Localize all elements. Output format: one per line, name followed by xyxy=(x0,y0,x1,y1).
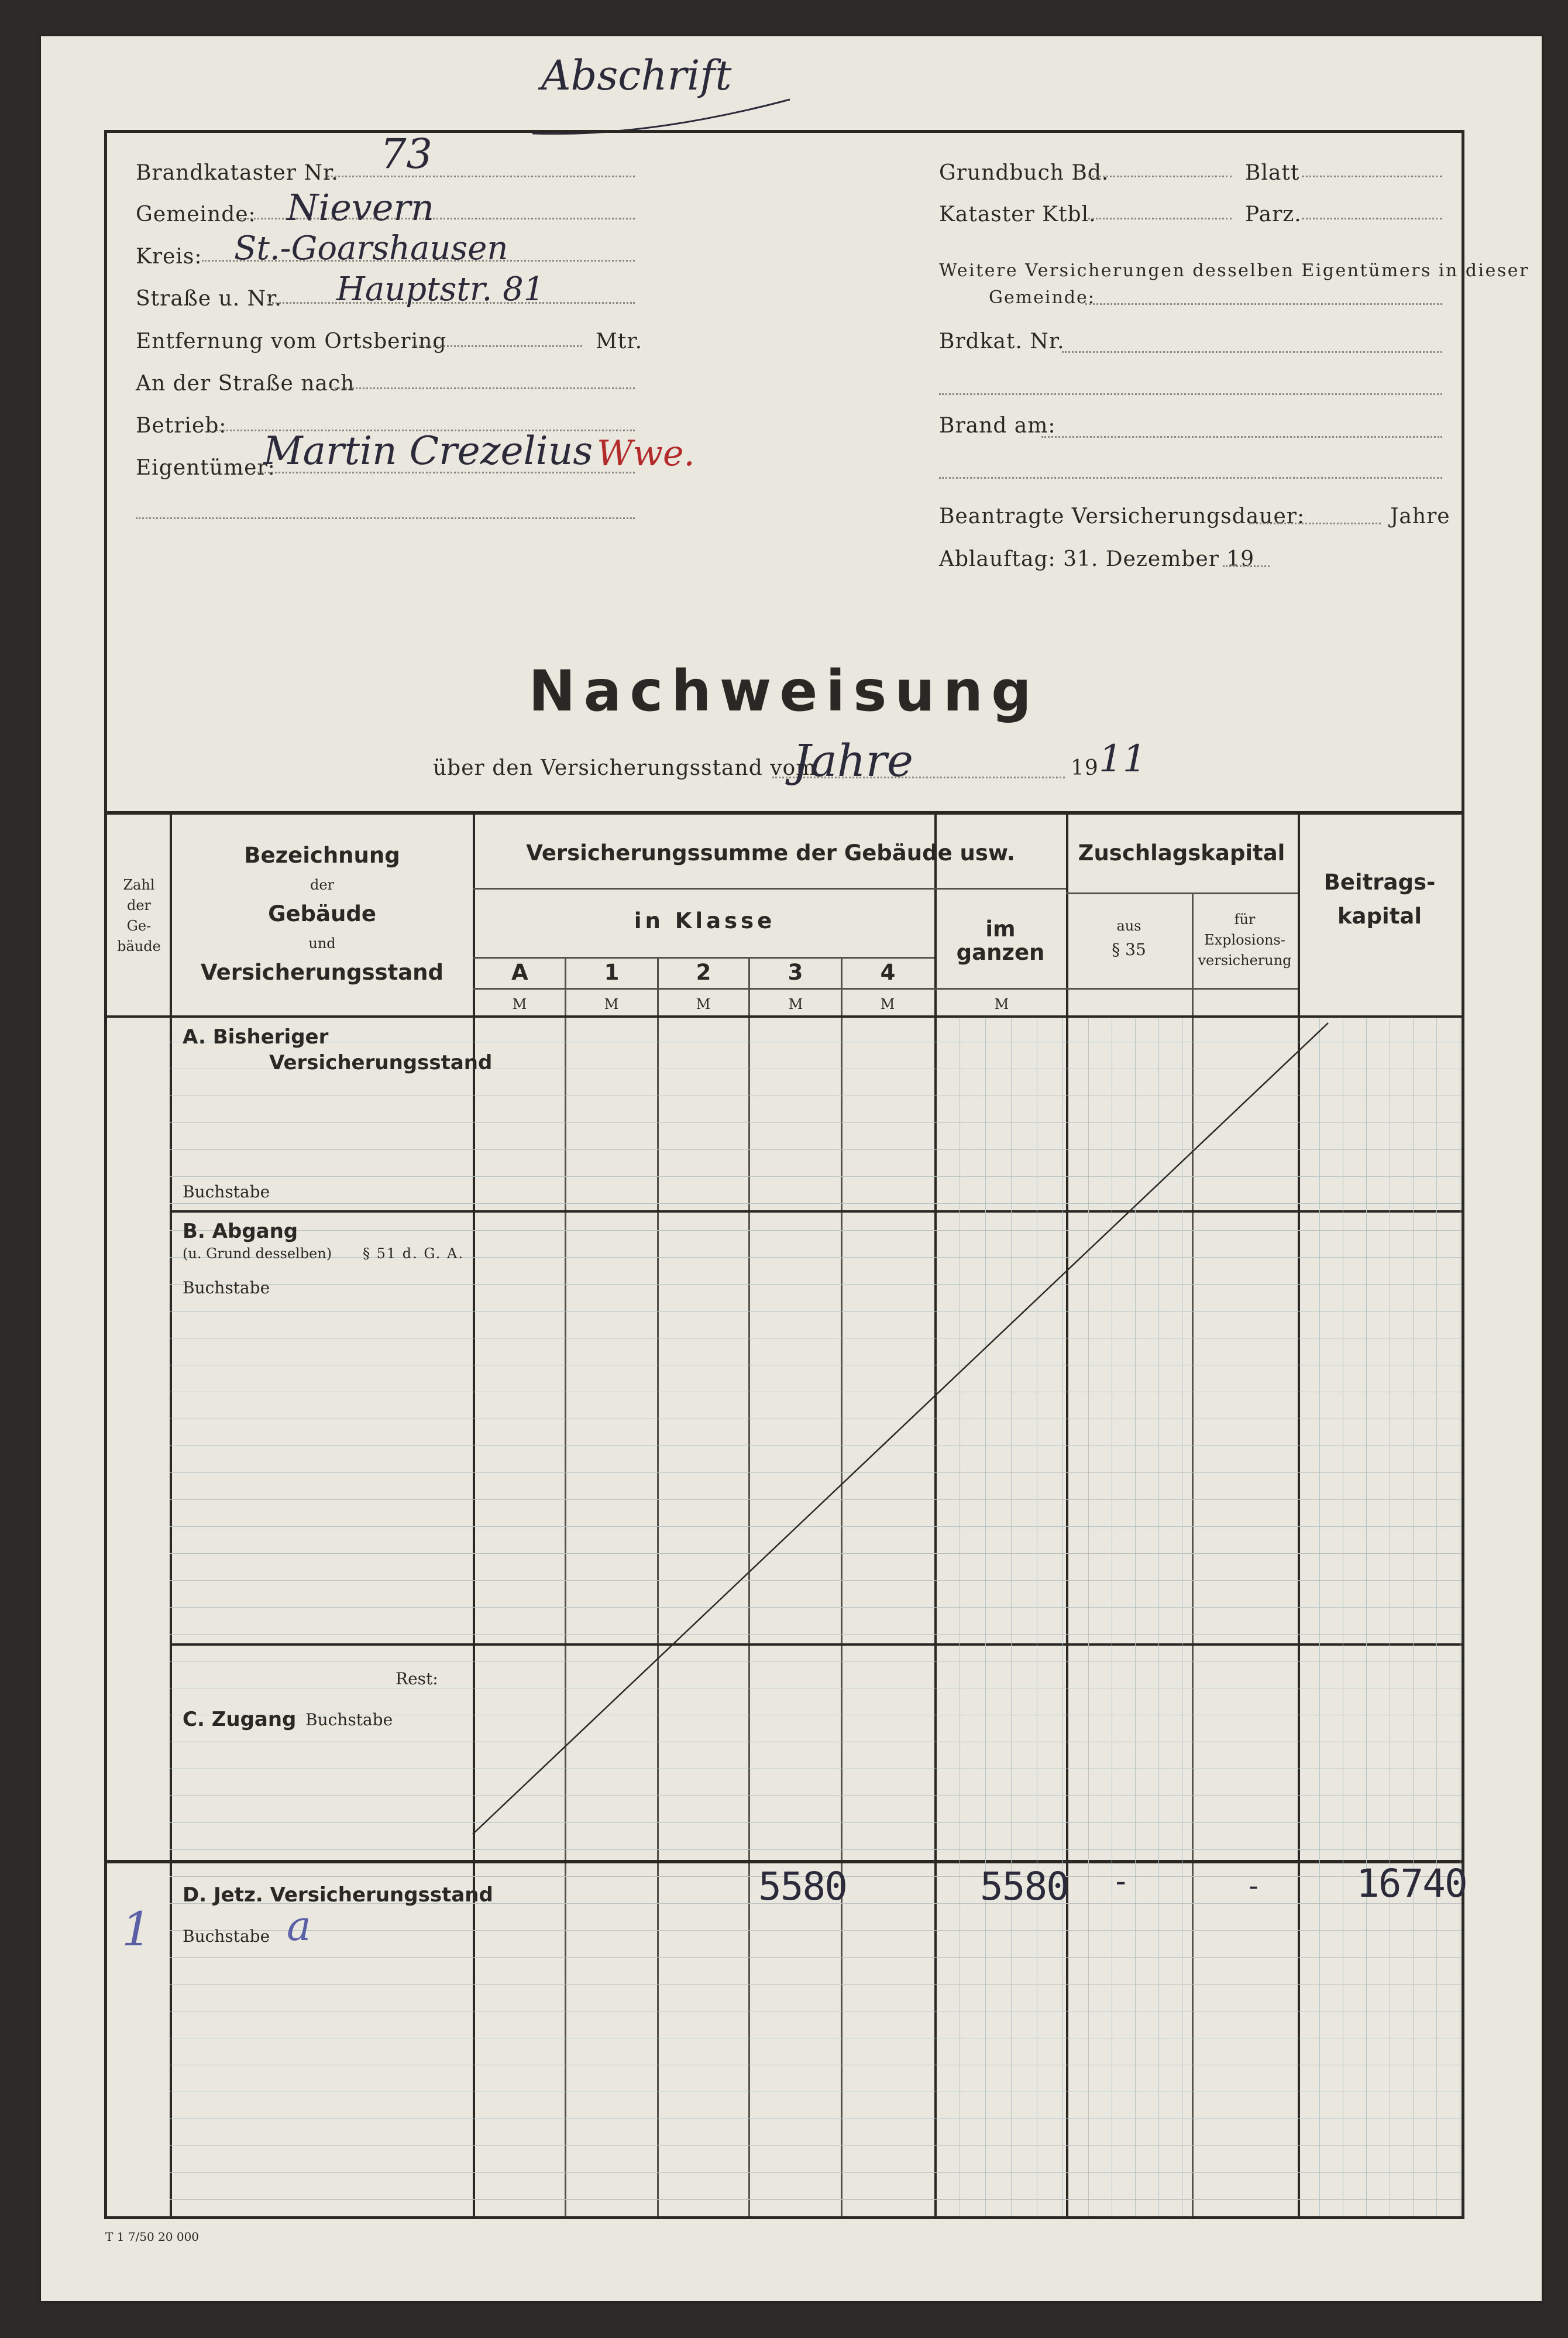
section-d-buchstabe: Buchstabe xyxy=(183,1927,270,1946)
eigentuemer-label: Eigentümer: xyxy=(136,456,276,480)
dauer-label: Beantragte Versicherungsdauer: xyxy=(939,504,1305,528)
col-in-klasse: in Klasse xyxy=(634,908,776,933)
section-a-label-2: Versicherungsstand xyxy=(269,1051,493,1074)
col-gebaeude: Gebäude xyxy=(268,901,376,926)
kreis-value: St.-Goarshausen xyxy=(234,229,508,267)
col-im: im xyxy=(985,916,1016,942)
kataster-label: Kataster Ktbl. xyxy=(939,202,1096,226)
section-c-buchstabe: Buchstabe xyxy=(305,1710,393,1729)
brand-label: Brand am: xyxy=(939,414,1056,438)
unit-m-4: M xyxy=(880,996,895,1012)
year-hand: 11 xyxy=(1099,737,1147,781)
rest-label: Rest: xyxy=(396,1669,438,1688)
col-beitragskapital-1: Beitrags- xyxy=(1323,870,1436,895)
unit-m-2: M xyxy=(696,996,711,1012)
section-a-label: A. Bisheriger xyxy=(183,1025,329,1049)
col-explosions: Explosions- xyxy=(1204,932,1285,948)
brandkataster-value: 73 xyxy=(380,130,433,178)
col-versicherung: versicherung xyxy=(1198,952,1292,969)
section-b-paragraph: § 51 d. G. A. xyxy=(363,1245,464,1262)
gemeinde-label: Gemeinde: xyxy=(136,202,256,226)
d-beitrag-value: 16740 xyxy=(1356,1861,1467,1906)
col-versicherungsstand: Versicherungsstand xyxy=(201,960,443,985)
strasse-label: Straße u. Nr. xyxy=(136,287,282,311)
col-bezeichnung: Bezeichnung xyxy=(244,843,400,868)
section-d-buchstabe-value: a xyxy=(287,1902,311,1950)
col-ganzen: ganzen xyxy=(956,940,1045,965)
weitere-label: Weitere Versicherungen desselben Eigentümers in dieser xyxy=(939,260,1529,281)
eigentuemer-value: Martin Crezelius xyxy=(263,428,593,473)
col-klasse-2: 2 xyxy=(696,960,711,985)
brdkat-label: Brdkat. Nr. xyxy=(939,329,1065,353)
col-bezeichnung-und: und xyxy=(308,935,336,952)
ablauf-label: Ablauftag: 31. Dezember 19 xyxy=(939,547,1255,571)
section-b-buchstabe: Buchstabe xyxy=(183,1278,270,1297)
section-c-label: C. Zugang xyxy=(183,1708,297,1731)
col-par35: § 35 xyxy=(1112,940,1146,959)
entfernung-unit: Mtr. xyxy=(596,329,643,353)
col-beitragskapital-2: kapital xyxy=(1337,904,1422,929)
section-b-note: (u. Grund desselben) xyxy=(183,1245,332,1262)
section-b-label: B. Abgang xyxy=(183,1220,298,1243)
grundbuch-label: Grundbuch Bd. xyxy=(939,161,1109,185)
d-ganzen-value: 5580 xyxy=(980,1864,1068,1909)
document-title: Nachweisung xyxy=(528,658,1040,724)
col-fuer: für xyxy=(1234,911,1256,928)
col-klasse-4: 4 xyxy=(880,960,896,985)
d-klasse3-value: 5580 xyxy=(758,1864,847,1909)
unit-m-a: M xyxy=(512,996,527,1012)
col-aus: aus xyxy=(1116,918,1141,934)
section-d-zahl: 1 xyxy=(122,1902,152,1956)
col-bezeichnung-der: der xyxy=(310,877,335,893)
col-klasse-1: 1 xyxy=(604,960,620,985)
gemeinde-value: Nievern xyxy=(287,186,435,229)
eigentuemer-suffix: Wwe. xyxy=(597,433,695,474)
unit-m-1: M xyxy=(604,996,619,1012)
subtitle-hand: Jahre xyxy=(793,734,914,787)
unit-m-ganzen: M xyxy=(994,996,1009,1012)
footer-code: T 1 7/50 20 000 xyxy=(105,2230,200,2244)
subtitle: über den Versicherungsstand vom xyxy=(433,756,817,780)
section-d-label: D. Jetz. Versicherungsstand xyxy=(183,1883,493,1907)
col-versicherungssumme: Versicherungssumme der Gebäude usw. xyxy=(526,840,1015,866)
col-zuschlagskapital: Zuschlagskapital xyxy=(1078,840,1285,866)
betrieb-label: Betrieb: xyxy=(136,414,227,438)
col-zahl-2: der xyxy=(126,897,152,914)
strasse-value: Hauptstr. 81 xyxy=(336,270,545,308)
strasse-nach-label: An der Straße nach xyxy=(136,372,355,396)
unit-m-3: M xyxy=(788,996,803,1012)
kreis-label: Kreis: xyxy=(136,245,202,269)
d-explo-value: - xyxy=(1245,1870,1261,1903)
col-zahl-3: Ge- xyxy=(126,918,152,934)
col-zahl-4: bäude xyxy=(117,938,161,955)
col-klasse-3: 3 xyxy=(788,960,803,985)
entfernung-label: Entfernung vom Ortsbering xyxy=(136,329,447,353)
col-zahl-1: Zahl xyxy=(123,877,155,893)
blatt-label: Blatt xyxy=(1245,161,1300,185)
section-a-buchstabe: Buchstabe xyxy=(183,1182,270,1201)
parz-label: Parz. xyxy=(1245,202,1302,226)
col-klasse-a: A xyxy=(511,960,528,985)
year-print: 19 xyxy=(1071,756,1099,780)
brandkataster-label: Brandkataster Nr. xyxy=(136,161,339,185)
d-aus35-value: - xyxy=(1112,1864,1129,1899)
dauer-unit: Jahre xyxy=(1390,504,1450,528)
weitere-label-2: Gemeinde: xyxy=(989,287,1095,308)
abschrift-stamp: Abschrift xyxy=(541,52,732,99)
